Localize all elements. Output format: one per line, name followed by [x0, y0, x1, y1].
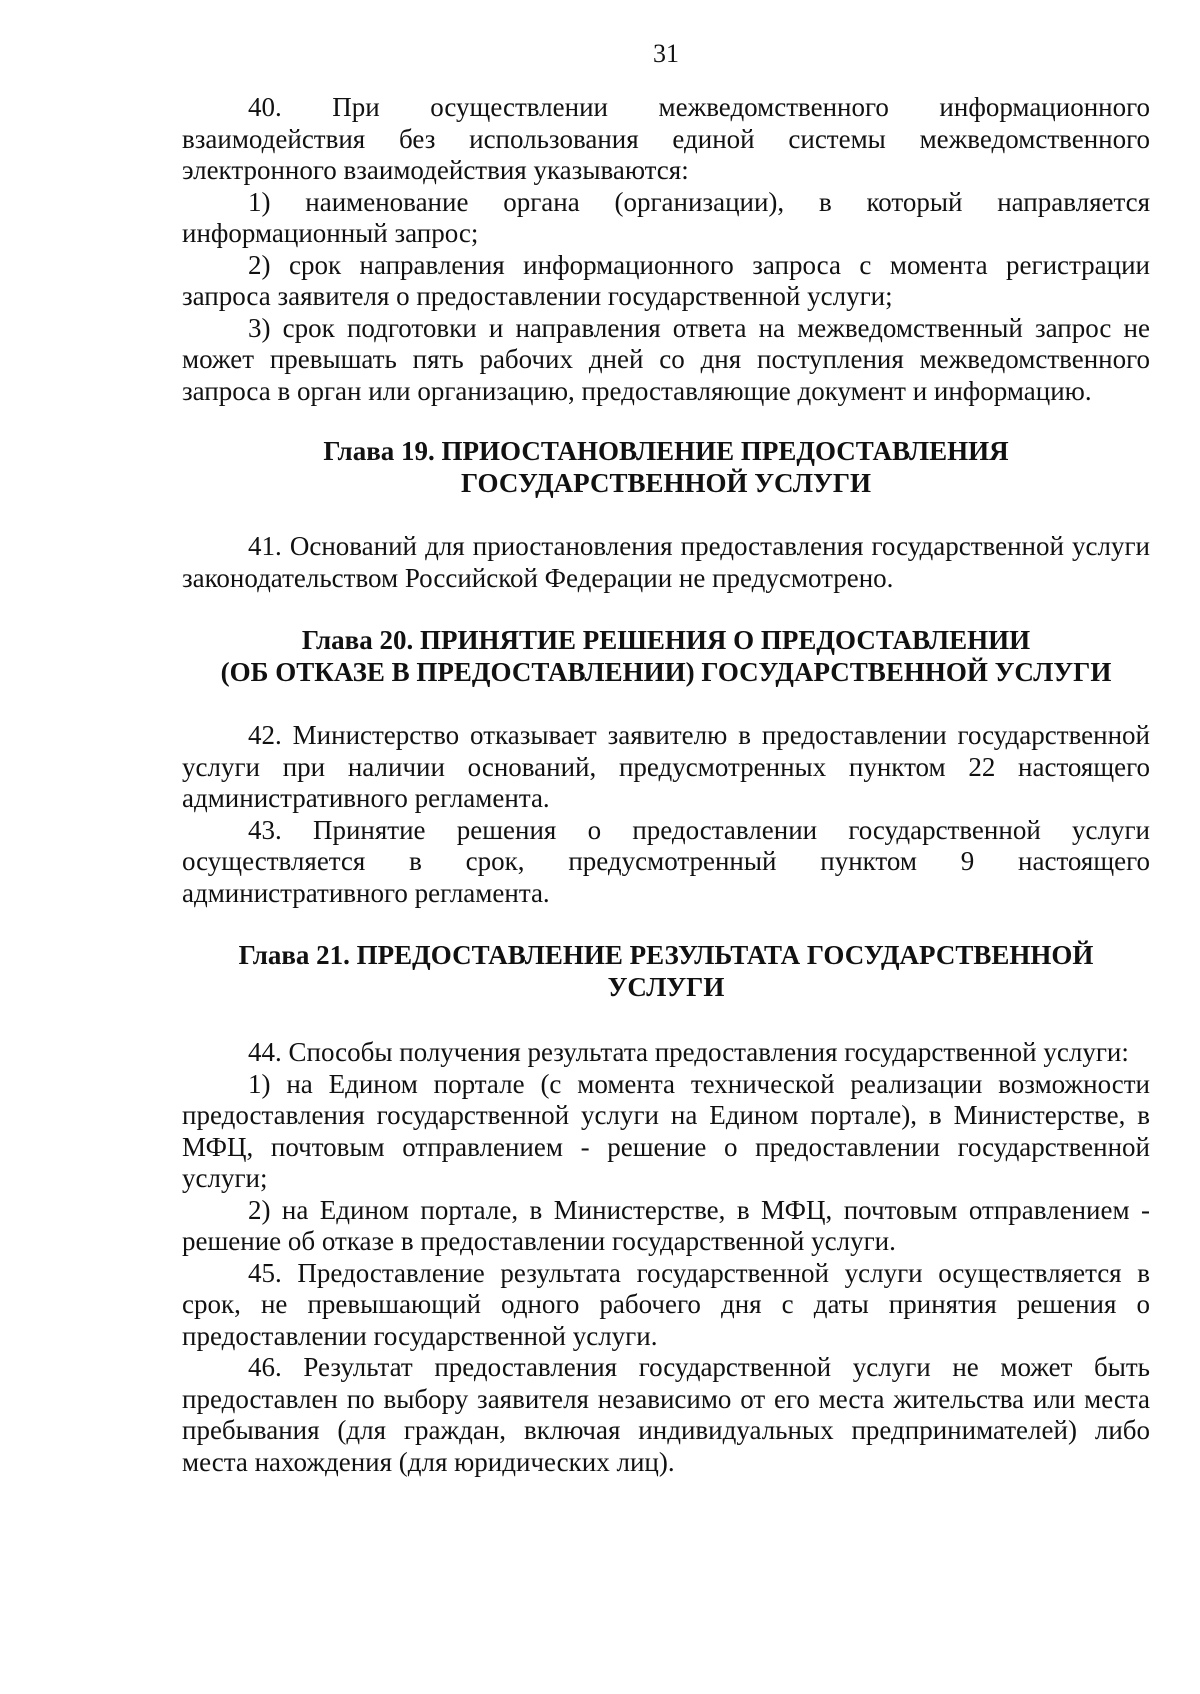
chapter-19-heading [182, 435, 1150, 499]
chapter-21-title-line-1: Глава 21. ПРЕДОСТАВЛЕНИЕ РЕЗУЛЬТАТА ГОСУДАРСТВЕННОЙ [238, 940, 1094, 970]
paragraph-41: 41. Оснований для приостановления предоставления государственной услуги законодательством Российской Федерации не предусмотрено. [182, 531, 1150, 593]
chapter-21-title-line-2: УСЛУГИ [607, 972, 725, 1002]
paragraph-44-item-1: 1) на Едином портале (с момента технической реализации возможности предоставления государственной услуги на Едином портале), в Министерстве, в МФЦ, почтовым отправлением - решение о предоставлении государственной услуги; [182, 1068, 1150, 1193]
paragraph-46: 46. Результат предоставления государственной услуги не может быть предоставлен по выбору заявителя независимо от его места жительства или места пребывания (для граждан, включая индивидуальных предпринимателей) либо места нахождения (для юридических лиц). [182, 1352, 1150, 1477]
document-page [182, 38, 1150, 1478]
paragraph-43: 43. Принятие решения о предоставлении государственной услуги осуществляется в срок, предусмотренный пунктом 9 настоящего административного регламента. [182, 814, 1150, 908]
paragraph-40-item-3: 3) срок подготовки и направления ответа на межведомственный запрос не может превышать пять рабочих дней со дня поступления межведомственного запроса в орган или организацию, предоставляющие документ и информацию. [182, 312, 1150, 406]
paragraph-45: 45. Предоставление результата государственной услуги осуществляется в срок, не превышающий одного рабочего дня с даты принятия решения о предоставлении государственной услуги. [182, 1257, 1150, 1351]
chapter-19-title-line-1: Глава 19. ПРИОСТАНОВЛЕНИЕ ПРЕДОСТАВЛЕНИЯ [323, 436, 1009, 466]
paragraph-42: 42. Министерство отказывает заявителю в предоставлении государственной услуги при наличии оснований, предусмотренных пунктом 22 настоящего административного регламента. [182, 720, 1150, 813]
paragraph-40-item-2: 2) срок направления информационного запроса с момента регистрации запроса заявителя о предоставлении государственной услуги; [182, 249, 1150, 311]
page-number: 31 [653, 39, 679, 68]
paragraph-40-item-1: 1) наименование органа (организации), в который направляется информационный запрос; [182, 186, 1150, 248]
paragraph-40-intro: 40. При осуществлении межведомственного информационного взаимодействия без использования единой системы межведомственного электронного взаимодействия указываются: [182, 92, 1150, 185]
chapter-20-title-line-2: (ОБ ОТКАЗЕ В ПРЕДОСТАВЛЕНИИ) ГОСУДАРСТВЕННОЙ УСЛУГИ [220, 657, 1112, 687]
chapter-20-heading [182, 624, 1150, 688]
chapter-21-heading [182, 939, 1150, 1003]
chapter-19-title-line-2: ГОСУДАРСТВЕННОЙ УСЛУГИ [461, 468, 871, 498]
paragraph-44-item-2: 2) на Едином портале, в Министерстве, в МФЦ, почтовым отправлением - решение об отказе в предоставлении государственной услуги. [182, 1194, 1150, 1256]
chapter-20-title-line-1: Глава 20. ПРИНЯТИЕ РЕШЕНИЯ О ПРЕДОСТАВЛЕНИИ [301, 625, 1031, 655]
paragraph-44-intro: 44. Способы получения результата предоставления государственной услуги: [248, 1037, 1129, 1067]
